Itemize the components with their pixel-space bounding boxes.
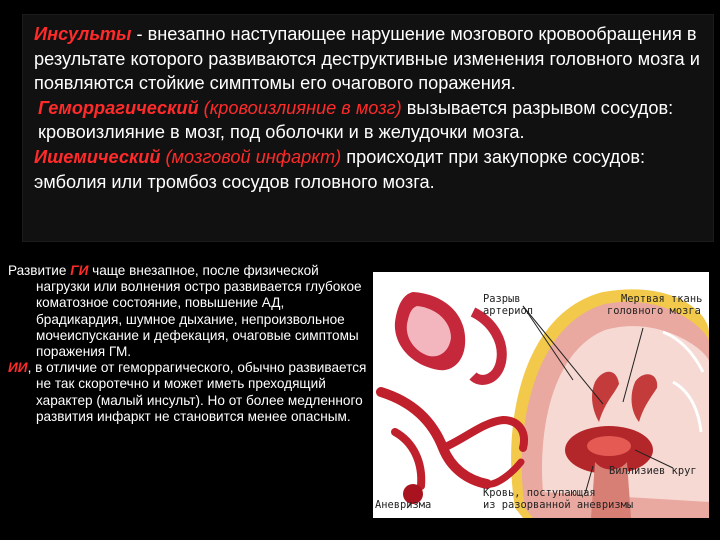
gi-paragraph xyxy=(8,263,368,360)
hemorrhagic-definition xyxy=(34,96,714,145)
brain-illustration xyxy=(373,272,709,518)
artery-main xyxy=(381,392,487,484)
label-blood-2: из разорванной аневризмы xyxy=(483,499,634,511)
label-rupture-1: Разрыв xyxy=(483,293,521,305)
label-rupture-2: артериол xyxy=(483,305,534,317)
label-aneurysm: Аневризма xyxy=(375,499,432,511)
gi-prefix: Развитие xyxy=(8,263,71,278)
hemorrhagic-paren: (кровоизлияние в мозг) xyxy=(203,97,402,118)
definition-block xyxy=(34,22,714,194)
stroke-definition xyxy=(34,22,714,96)
label-dead-2: головного мозга xyxy=(607,305,701,317)
stroke-definition-text: - внезапно наступающее нарушение мозгового кровообращения в результате которого развиваются деструктивные изменения головного мозга и появляются стойкие симптомы его очагового поражения. xyxy=(34,24,700,94)
stroke-term: Инсульты xyxy=(34,24,132,44)
hemorrhagic-term: Геморрагический xyxy=(38,97,199,118)
ischemic-text: происходит при закупорке сосудов: эмболия или тромбоз сосудов головного мозга. xyxy=(34,146,646,192)
ii-paragraph xyxy=(8,360,368,425)
label-dead-1: Мертвая ткань xyxy=(621,293,703,305)
gi-abbr: ГИ xyxy=(70,263,89,278)
gi-text: чаще внезапное, после физической нагрузки или волнения остро развивается глубокое коматозное состояние, повышение АД, брадикардия, шумное дыхание, непроизвольное мочеиспускание и дефекация, очаговые симптомы поражения ГМ. xyxy=(36,263,362,360)
hemorrhagic-text: вызывается разрывом сосудов: кровоизлияние в мозг, под оболочки и в желудочки мозга. xyxy=(38,97,674,143)
hemorrhage-core xyxy=(587,436,631,456)
label-willis: Виллизиев круг xyxy=(609,465,697,477)
ii-text: , в отличие от геморрагического, обычно развивается не так скоротечно и может иметь преходящий характер (малый инсульт). Но от более медленного развития инфаркт не становится менее опасным. xyxy=(27,360,367,424)
symptoms-block xyxy=(8,263,368,425)
ii-abbr: ИИ xyxy=(8,360,28,376)
brain-illustration-drawing xyxy=(373,272,709,518)
ischemic-paren: (мозговой инфаркт) xyxy=(165,146,342,167)
vessel-curve xyxy=(473,312,502,380)
artery-branch-1 xyxy=(395,432,421,486)
label-blood-1: Кровь, поступающая xyxy=(483,487,596,499)
ischemic-term: Ишемический xyxy=(34,146,161,167)
ischemic-definition xyxy=(34,145,714,194)
